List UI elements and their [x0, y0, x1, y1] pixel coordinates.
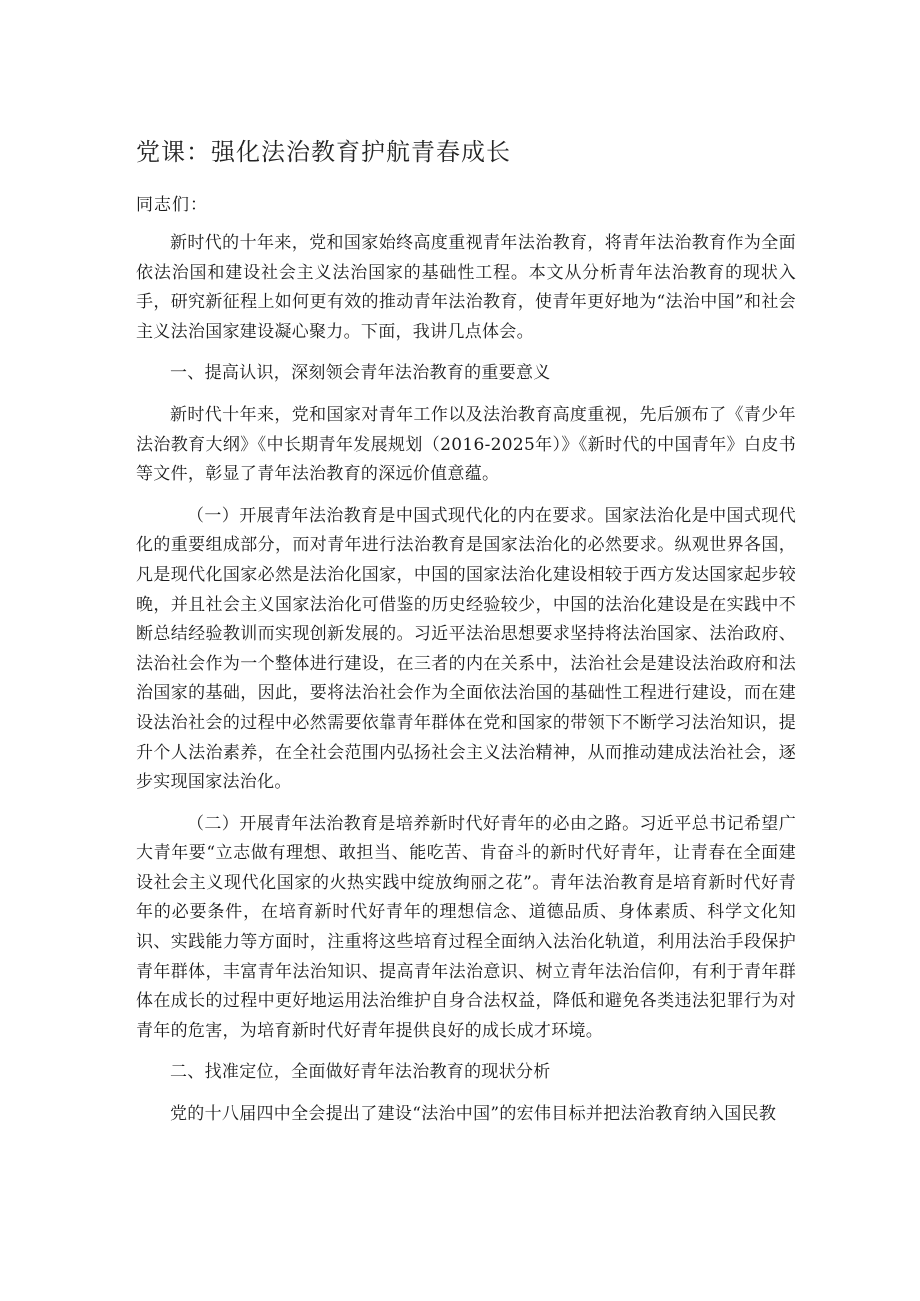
- subsection-paragraph-1: （一）开展青年法治教育是中国式现代化的内在要求。国家法治化是中国式现代化的重要组成部分，而对青年进行法治教育是国家法治化的必然要求。纵观世界各国，凡是现代化国家必然是法治化国家，中国的国家法治化建设相较于西方发达国家起步较晚，并且社会主义国家法治化可借鉴的历史经验较少，中国的法治化建设是在实践中不断总结经验教训而实现创新发展的。习近平法治思想要求坚持将法治国家、法治政府、法治社会作为一个整体进行建设，在三者的内在关系中，法治社会是建设法治政府和法治国家的基础，因此，要将法治社会作为全面依法治国的基础性工程进行建设，而在建设法治社会的过程中必然需要依靠青年群体在党和国家的带领下不断学习法治知识，提升个人法治素养，在全社会范围内弘扬社会主义法治精神，从而推动建成法治社会，逐步实现国家法治化。: [136, 505, 796, 793]
- section-heading-2: 二、找准定位，全面做好青年法治教育的现状分析: [170, 1062, 551, 1083]
- body-paragraph: 新时代十年来，党和国家对青年工作以及法治教育高度重视，先后颁布了《青少年法治教育大纲》《中长期青年发展规划（2016-2025年）》《新时代的中国青年》白皮书等文件，彰显了青年法治教育的深远价值意蕴。: [136, 404, 796, 485]
- greeting: 同志们：: [136, 195, 208, 215]
- body-paragraph-truncated: 党的十八届四中全会提出了建设“法治中国”的宏伟目标并把法治教育纳入国民教: [170, 1104, 777, 1125]
- subsection-paragraph-2: （二）开展青年法治教育是培养新时代好青年的必由之路。习近平总书记希望广大青年要“立志做有理想、敢担当、能吃苦、肯奋斗的新时代好青年，让青春在全面建设社会主义现代化国家的火热实践中绽放绚丽之花”。青年法治教育是培育新时代好青年的必要条件，在培育新时代好青年的理想信念、道德品质、身体素质、科学文化知识、实践能力等方面时，注重将这些培育过程全面纳入法治化轨道，利用法治手段保护青年群体，丰富青年法治知识、提高青年法治意识、树立青年法治信仰，有利于青年群体在成长的过程中更好地运用法治维护自身合法权益，降低和避免各类违法犯罪行为对青年的危害，为培育新时代好青年提供良好的成长成才环境。: [136, 813, 796, 1041]
- section-heading-1: 一、提高认识，深刻领会青年法治教育的重要意义: [170, 363, 551, 384]
- document-title: 党课：强化法治教育护航青春成长: [136, 138, 511, 166]
- intro-paragraph: 新时代的十年来，党和国家始终高度重视青年法治教育，将青年法治教育作为全面依法治国和建设社会主义法治国家的基础性工程。本文从分析青年法治教育的现状入手，研究新征程上如何更有效的推动青年法治教育，使青年更好地为“法治中国”和社会主义法治国家建设凝心聚力。下面，我讲几点体会。: [136, 233, 796, 342]
- document-body: [136, 229, 796, 1142]
